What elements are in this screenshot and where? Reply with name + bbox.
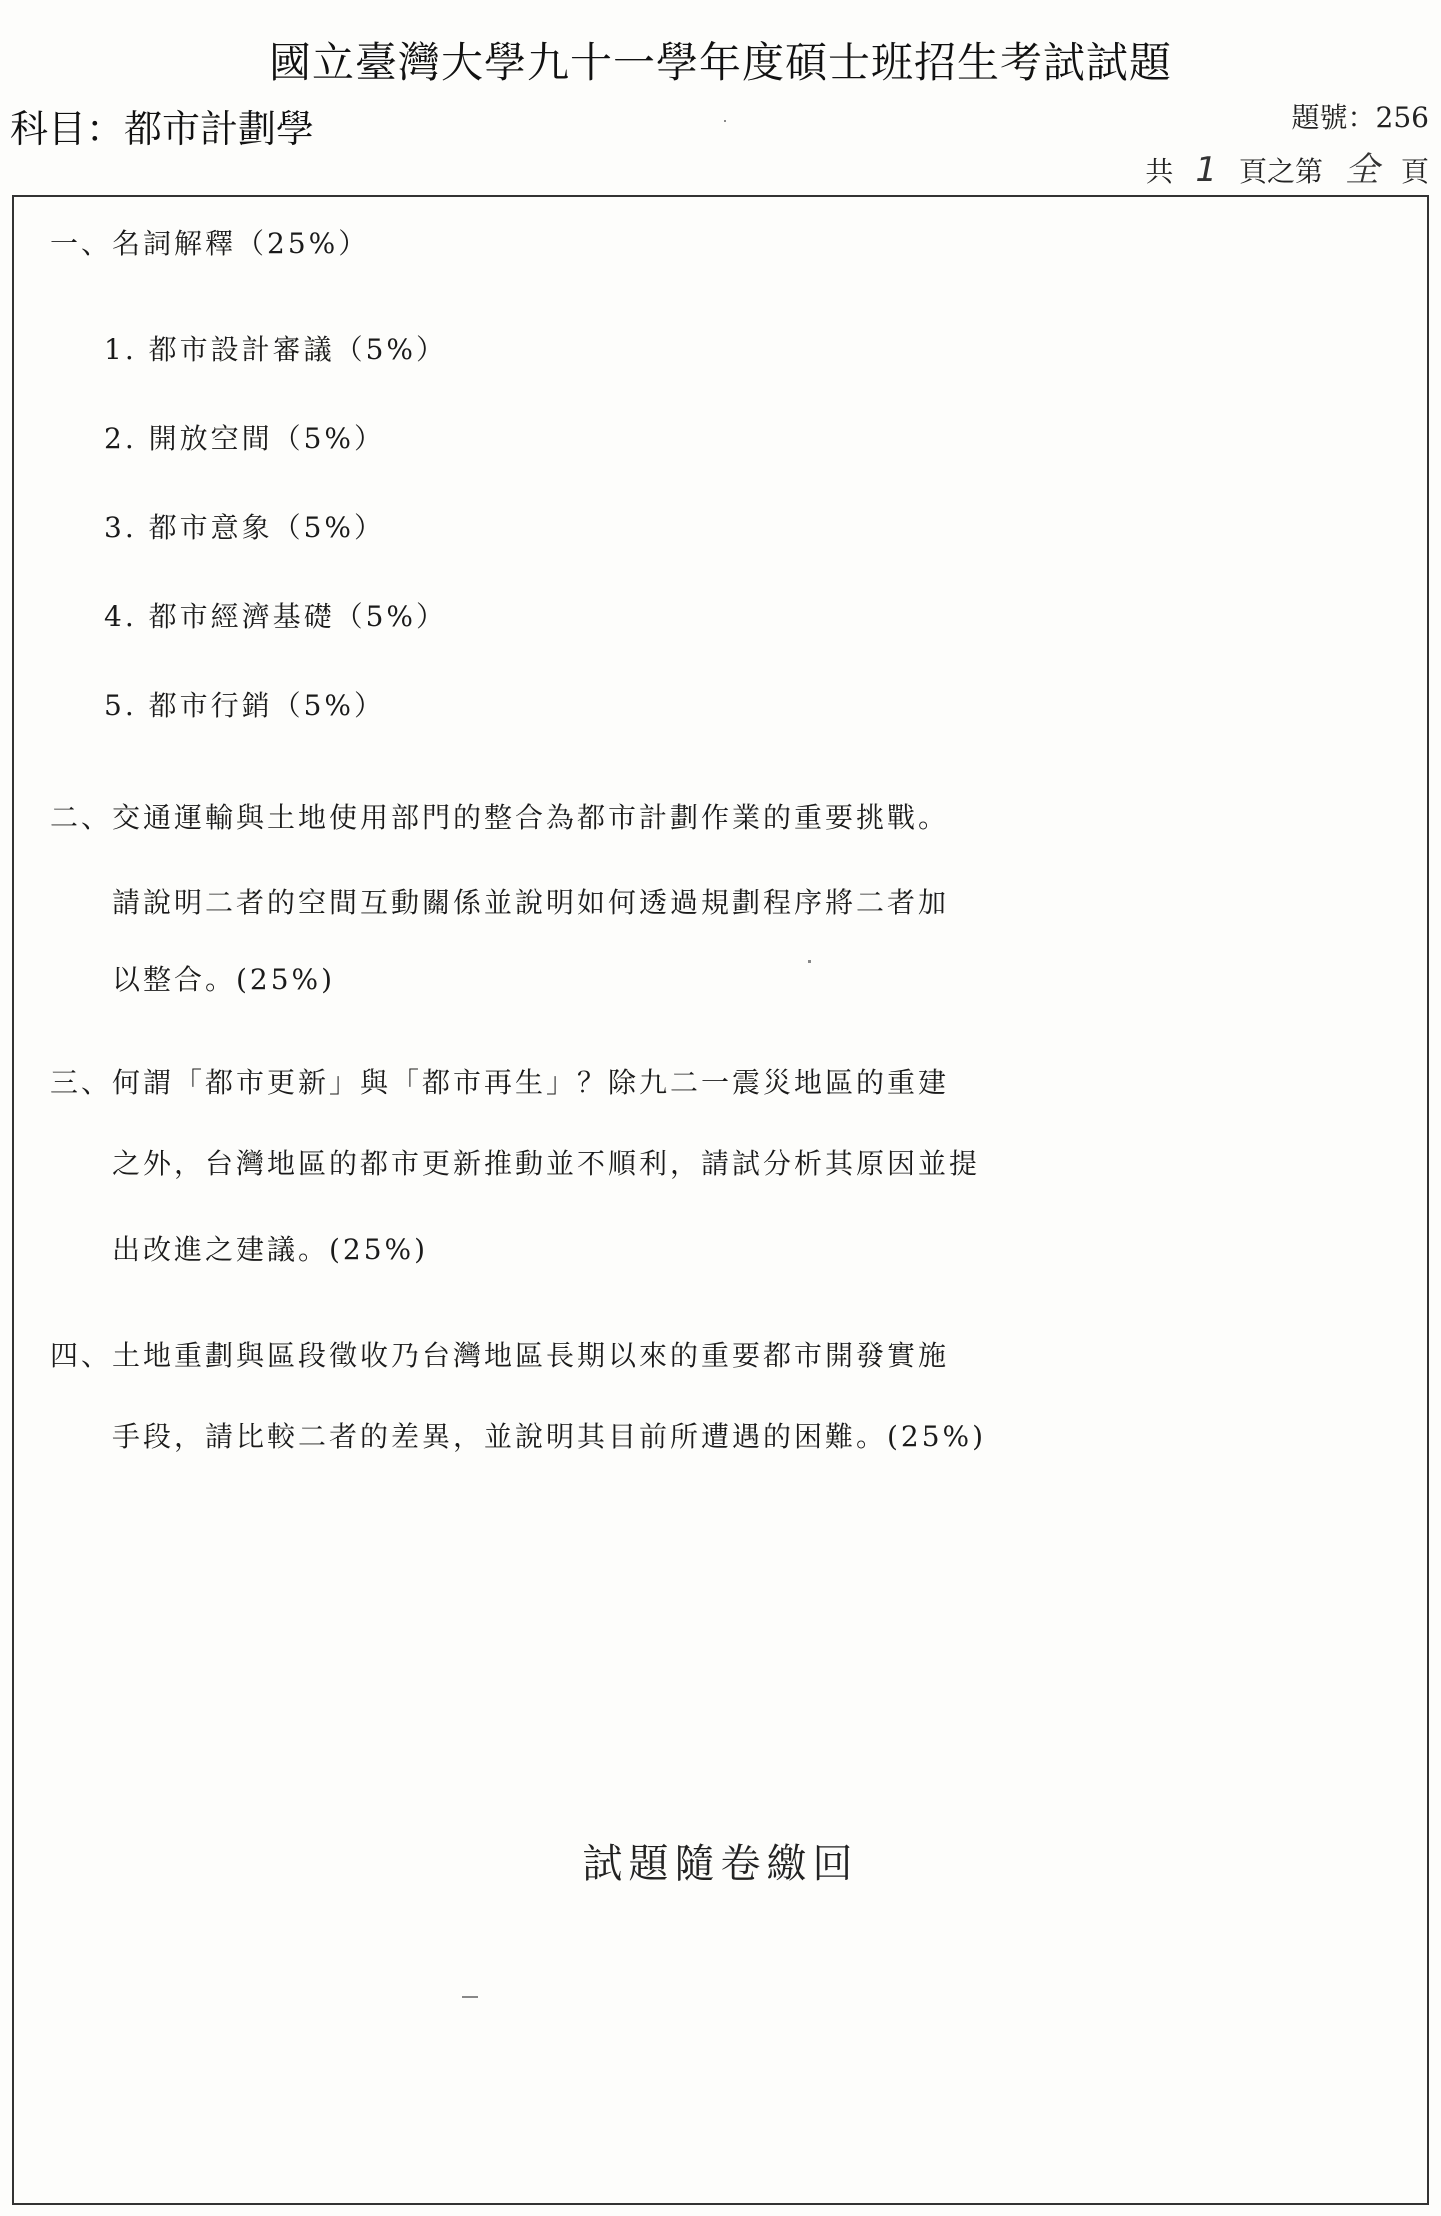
question-3-number: 三、 bbox=[50, 1066, 113, 1099]
question-1-heading bbox=[50, 222, 369, 262]
question-3-line-3: 出改進之建議。(25%) bbox=[112, 1233, 429, 1266]
term-item-3: 3. 都市意象（5%） bbox=[104, 511, 386, 544]
page-current-handwritten: 全 bbox=[1344, 150, 1379, 190]
question-4-line-1: 土地重劃與區段徵收乃台灣地區長期以來的重要都市開發實施 bbox=[112, 1339, 950, 1372]
page-suffix: 頁 bbox=[1400, 155, 1429, 188]
scan-speck bbox=[808, 960, 811, 963]
page-prefix: 共 bbox=[1145, 155, 1174, 188]
term-item-1: 1. 都市設計審議（5%） bbox=[104, 333, 448, 366]
question-2-line-2: 請說明二者的空間互動關係並說明如何透過規劃程序將二者加 bbox=[112, 886, 950, 919]
question-4-number: 四、 bbox=[50, 1339, 113, 1372]
page-middle: 頁之第 bbox=[1238, 155, 1323, 188]
term-item-5: 5. 都市行銷（5%） bbox=[104, 689, 386, 722]
question-4-line-2: 手段，請比較二者的差異，並說明其目前所遭遇的困難。(25%) bbox=[112, 1420, 987, 1453]
question-1-number: 一、 bbox=[50, 227, 113, 260]
question-2-line-3: 以整合。(25%) bbox=[112, 963, 336, 996]
question-3-heading bbox=[50, 1061, 949, 1101]
question-frame bbox=[12, 195, 1429, 2205]
question-number: 題號：256 bbox=[1291, 101, 1429, 134]
page-total-handwritten: 1 bbox=[1195, 150, 1217, 190]
question-1-text: 名詞解釋（25%） bbox=[112, 227, 370, 260]
term-item-2: 2. 開放空間（5%） bbox=[104, 422, 386, 455]
scan-speck bbox=[462, 1996, 478, 1998]
question-3-line-2: 之外，台灣地區的都市更新推動並不順利，請試分析其原因並提 bbox=[112, 1147, 981, 1180]
question-4-heading bbox=[50, 1334, 949, 1374]
page-count bbox=[1145, 142, 1429, 191]
question-3-line-1: 何謂「都市更新」與「都市再生」？除九二一震災地區的重建 bbox=[112, 1066, 950, 1099]
return-notice-stamp: 試題隨卷繳回 bbox=[582, 1841, 859, 1887]
question-2-number: 二、 bbox=[50, 801, 113, 834]
exam-title: 國立臺灣大學九十一學年度碩士班招生考試試題 bbox=[268, 38, 1172, 87]
subject-label: 科目：都市計劃學 bbox=[10, 107, 315, 151]
term-item-4: 4. 都市經濟基礎（5%） bbox=[104, 600, 448, 633]
scan-speck bbox=[724, 120, 726, 122]
question-2-heading bbox=[50, 796, 949, 836]
question-2-line-1: 交通運輸與土地使用部門的整合為都市計劃作業的重要挑戰。 bbox=[112, 801, 950, 834]
